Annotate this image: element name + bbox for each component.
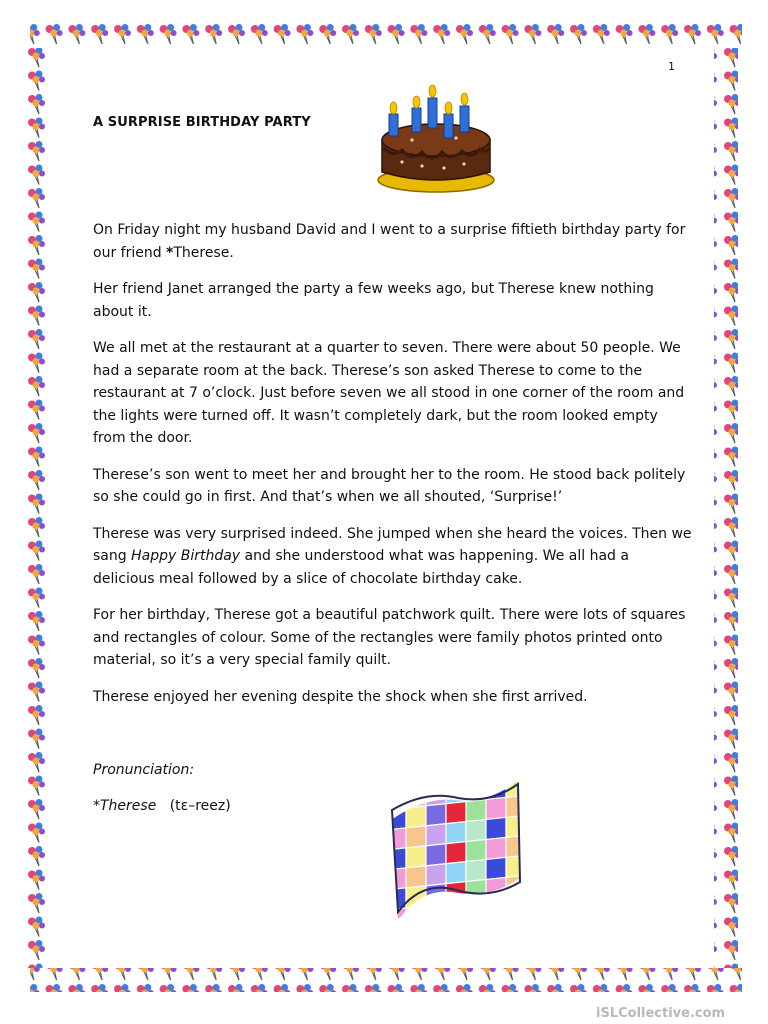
quilt-patch bbox=[406, 826, 426, 848]
quilt-patch bbox=[446, 842, 466, 864]
quilt-patch bbox=[426, 824, 446, 846]
quilt-patch bbox=[386, 908, 406, 918]
quilt-patch bbox=[446, 902, 466, 918]
quilt-patch bbox=[506, 835, 526, 857]
quilt-patch bbox=[466, 819, 486, 841]
pronunciation-value: (tɛ–reez) bbox=[169, 798, 231, 814]
quilt-patch bbox=[446, 862, 466, 884]
pronunciation-entry bbox=[93, 798, 231, 814]
quilt-patch bbox=[486, 817, 506, 839]
quilt-patch bbox=[406, 846, 426, 868]
patchwork-quilt-icon bbox=[386, 780, 526, 918]
quilt-patch bbox=[466, 859, 486, 881]
quilt-patch bbox=[466, 879, 486, 901]
quilt-patch bbox=[386, 828, 406, 850]
quilt-patch bbox=[426, 784, 446, 806]
quilt-patch bbox=[406, 806, 426, 828]
quilt-patch bbox=[406, 886, 426, 908]
quilt-patch bbox=[426, 804, 446, 826]
quilt-patch bbox=[386, 808, 406, 830]
quilt-patch bbox=[446, 822, 466, 844]
quilt-patch bbox=[506, 855, 526, 877]
paragraph: Therese’s son went to meet her and brought her to the room. He stood back politely so she could go in first. And that’s when we all shouted, ‘Surprise!’ bbox=[93, 466, 686, 505]
quilt-patch bbox=[426, 864, 446, 886]
quilt-patch bbox=[446, 802, 466, 824]
pronunciation-heading: Pronunciation: bbox=[93, 762, 195, 778]
quilt-patch bbox=[466, 799, 486, 821]
quilt-patch bbox=[486, 857, 506, 879]
birthday-cake-icon bbox=[372, 84, 500, 196]
quilt-patch bbox=[506, 895, 526, 917]
page-title: A SURPRISE BIRTHDAY PARTY bbox=[93, 115, 311, 130]
quilt-patch bbox=[486, 837, 506, 859]
quilt-patch bbox=[506, 875, 526, 897]
quilt-patch bbox=[486, 797, 506, 819]
paragraph: We all met at the restaurant at a quarter to seven. There were about 50 people. We had a separate room at the back. Therese’s son asked Therese to come to the restaurant at 7 o’clock. Just before seven we all stood in one corner of the room and the lights were turned off. It wasn’t completely dark, but the room looked empty from the door. bbox=[93, 340, 685, 446]
paragraph: On Friday night my husband David and I went to a surprise fiftieth birthday party for our friend *Therese. bbox=[93, 222, 686, 261]
watermark: iSLCollective.com bbox=[596, 1006, 726, 1021]
quilt-patch bbox=[466, 899, 486, 918]
quilt-patch bbox=[486, 897, 506, 918]
pronunciation-word: *Therese bbox=[93, 798, 157, 814]
quilt-patch bbox=[426, 904, 446, 918]
paragraph: Therese enjoyed her evening despite the shock when she first arrived. bbox=[93, 688, 588, 705]
story-text bbox=[93, 219, 693, 722]
paragraph: For her birthday, Therese got a beautiful patchwork quilt. There were lots of squares and rectangles of colour. Some of the rectangles were family photos printed onto material, so it’s a very special family quilt. bbox=[93, 607, 686, 668]
quilt-patch bbox=[406, 906, 426, 918]
page-number: 1 bbox=[668, 60, 675, 73]
quilt-patch bbox=[446, 782, 466, 804]
quilt-patch bbox=[506, 815, 526, 837]
paragraph: Her friend Janet arranged the party a few weeks ago, but Therese knew nothing about it. bbox=[93, 281, 654, 320]
quilt-patch bbox=[426, 844, 446, 866]
quilt-patch bbox=[486, 877, 506, 899]
paragraph: Therese was very surprised indeed. She jumped when she heard the voices. Then we sang Happy Birthday and she understood what was happening. We all had a delicious meal followed by a slice of chocolate birthday cake. bbox=[93, 525, 692, 587]
quilt-patch bbox=[406, 866, 426, 888]
quilt-patch bbox=[506, 795, 526, 817]
quilt-patch bbox=[466, 839, 486, 861]
